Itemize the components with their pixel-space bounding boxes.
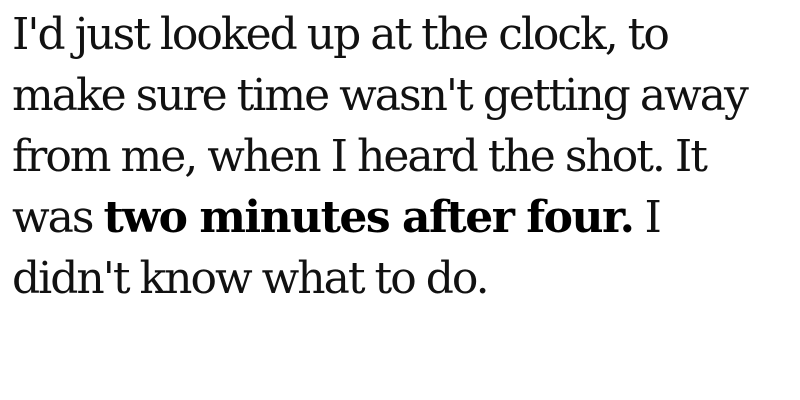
passage-line-2: make sure time wasn't getting away	[12, 70, 747, 121]
quote-passage	[12, 4, 788, 309]
passage-line-5: didn't know what to do.	[12, 253, 488, 304]
passage-line-1: I'd just looked up at the clock, to	[12, 9, 668, 60]
emphasized-time: two minutes after four.	[103, 192, 634, 243]
line-4-prefix: was	[12, 192, 104, 243]
passage-line-3: from me, when I heard the shot. It	[12, 131, 706, 182]
line-4-suffix: I	[633, 192, 660, 243]
passage-line-4	[12, 187, 788, 248]
